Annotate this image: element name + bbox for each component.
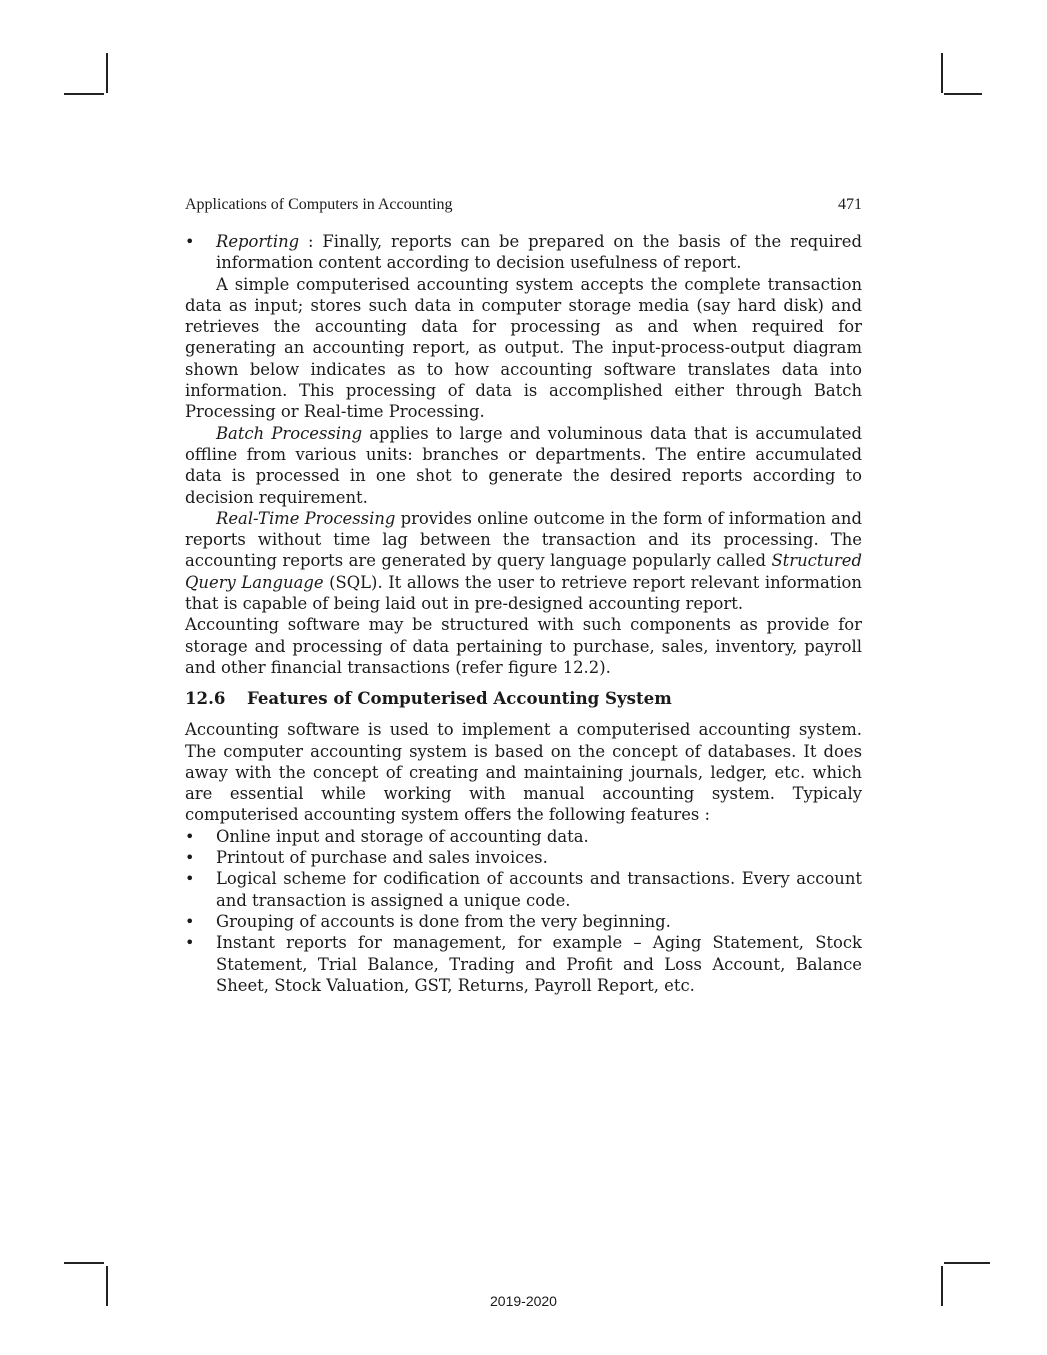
page-body [185, 231, 862, 996]
paragraph-real-time-processing [185, 508, 862, 614]
list-item: • Online input and storage of accounting data. [185, 826, 862, 847]
real-time-text-2: (SQL). It allows the user to retrieve report relevant information that is capable of being laid out in pre-designed accounting report. [185, 572, 862, 614]
crop-mark [944, 1262, 990, 1264]
paragraph-input-process-output: A simple computerised accounting system accepts the complete transaction data as input; stores such data in computer storage media (say hard disk) and retrieves the accounting data for processing as and when required for generating an accounting report, as output. The input-process-output diagram shown below indicates as to how accounting software translates data into information. This processing of data is accomplished either through Batch Processing or Real-time Processing. [185, 274, 862, 422]
running-header [185, 195, 862, 215]
crop-mark [941, 53, 943, 93]
crop-mark [64, 93, 104, 95]
crop-mark [106, 53, 108, 93]
section-number: 12.6 [185, 688, 226, 709]
page-number: 471 [838, 196, 862, 213]
bullet-lead-term: Reporting [216, 232, 300, 251]
list-item: • Grouping of accounts is done from the very beginning. [185, 911, 862, 932]
batch-processing-text: applies to large and voluminous data that is accumulated offline from various units: branches or departments. The entire accumulated data is processed in one shot to generate the desired reports according to decision requirement. [185, 423, 862, 507]
bullet-text: : Finally, reports can be prepared on the basis of the required information content according to decision usefulness of report. [216, 232, 862, 273]
paragraph-software-components: Accounting software may be structured with such components as provide for storage and processing of data pertaining to purchase, sales, inventory, payroll and other financial transactions (refer figure 12.2). [185, 615, 862, 677]
crop-mark [64, 1262, 104, 1264]
list-item: • Printout of purchase and sales invoices. [185, 847, 862, 868]
list-item: • Logical scheme for codification of accounts and transactions. Every account and transaction is assigned a unique code. [185, 868, 862, 911]
paragraph-features-intro: Accounting software is used to implement a computerised accounting system. The computer accounting system is based on the concept of databases. It does away with the concept of creating and maintaining journals, ledger, etc. which are essential while working with manual accounting system. Typicaly computerised accounting system offers the following features : [185, 720, 862, 825]
running-title: Applications of Computers in Accounting [185, 196, 453, 213]
features-list [185, 826, 862, 996]
section-title: Features of Computerised Accounting System [247, 688, 672, 709]
batch-processing-term: Batch Processing [216, 423, 363, 443]
real-time-text-1: provides online outcome in the form of information and reports without time lag between the transaction and its processing. The accounting reports are generated by query language popularly called [185, 508, 862, 571]
top-bullet-list [185, 231, 862, 274]
crop-mark [944, 93, 982, 95]
paragraph-batch-processing [185, 423, 862, 508]
real-time-processing-term: Real-Time Processing [216, 508, 396, 528]
list-item: • Instant reports for management, for example – Aging Statement, Stock Statement, Trial Balance, Trading and Profit and Loss Account, Balance Sheet, Stock Valuation, GST, Returns, Payroll Report, etc. [185, 932, 862, 996]
list-item [185, 231, 862, 274]
page-footer-year: 2019-2020 [490, 1293, 557, 1309]
sql-term: Structured Query Language [185, 551, 862, 592]
section-heading [185, 687, 862, 709]
